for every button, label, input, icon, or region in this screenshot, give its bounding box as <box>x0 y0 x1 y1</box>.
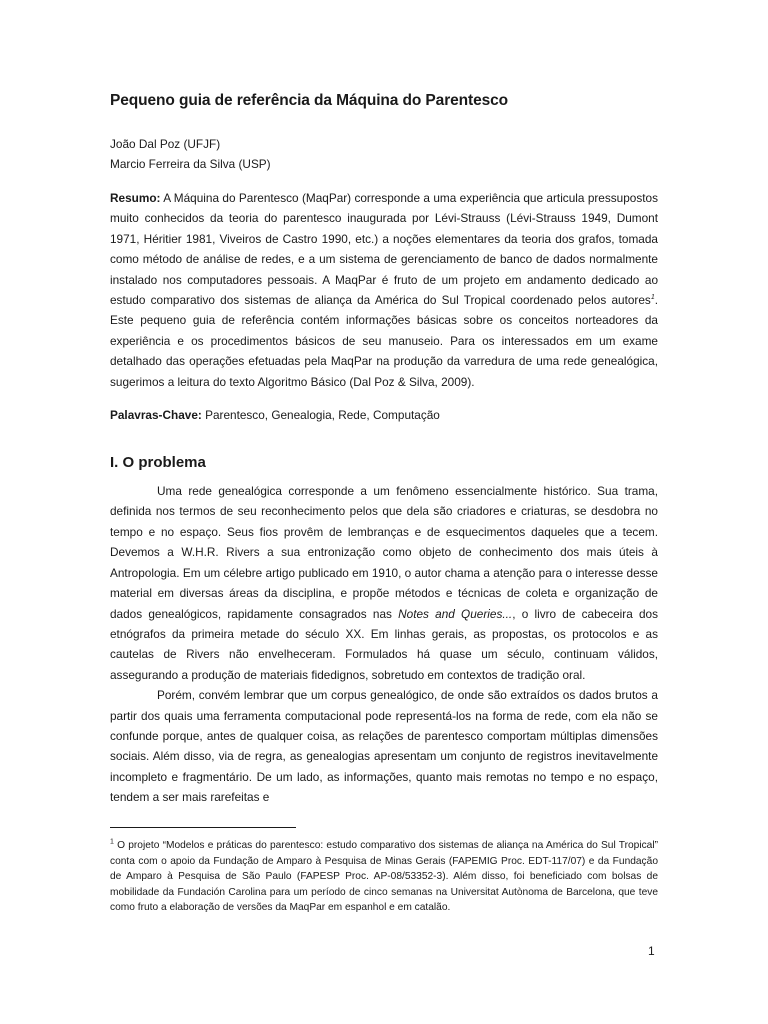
footnote-marker: 1 <box>110 838 114 846</box>
document-title: Pequeno guia de referência da Máquina do Parentesco <box>110 92 509 109</box>
abstract-text-part2: . Este pequeno guia de referência contém informações básicas sobre os conceitos norteadores da experiência e os procedimentos básicos de seu manuseio. Para os interessados em um exame detalhado das operações efetuadas pela MaqPar na produção da varredura de uma rede genealógica, sugerimos a leitura do texto Algoritmo Básico (Dal Poz & Silva, 2009). <box>110 293 658 389</box>
paragraph-1-italic-title: Notes and Queries... <box>398 606 513 621</box>
section-heading: I. O problema <box>110 454 206 472</box>
paragraph-1-text-part2: , o livro de cabeceira dos etnógrafos da primeira metade do século XX. Em linhas gerais, as propostas, os protocolos e as cautelas de Rivers não envelheceram. Formulados há quase um século, continuam válidos, assegurando a produção de materiais fidedignos, sobretudo em contextos de tradição oral. <box>110 606 658 682</box>
paragraph-1-text-part1: Uma rede genealógica corresponde a um fenômeno essencialmente histórico. Sua trama, definida nos termos de seu reconhecimento pelos que dela são criadores e criaturas, se desdobra no tempo e no espaço. Seus fios provêm de lembranças e de esquecimentos daqueles que a tecem. Devemos a W.H.R. Rivers a sua entronização como objeto de conhecimento dos mais úteis à Antropologia. Em um célebre artigo publicado em 1910, o autor chama a atenção para o interesse desse material em diversas áreas da disciplina, e propõe métodos e técnicas de coleta e organização de dados genealógicos, rapidamente consagrados nas <box>110 484 658 621</box>
author-1: João Dal Poz (UFJF) <box>110 137 221 151</box>
author-2: Marcio Ferreira da Silva (USP) <box>110 157 271 171</box>
keywords-label: Palavras-Chave: <box>110 408 202 423</box>
authors-block <box>110 134 658 174</box>
abstract-paragraph <box>110 188 658 392</box>
body-paragraph-1 <box>110 481 658 685</box>
abstract-text-part1: A Máquina do Parentesco (MaqPar) corresponde a uma experiência que articula pressupostos muito conhecidos da teoria do parentesco inaugurada por Lévi-Strauss (Lévi-Strauss 1949, Dumont 1971, Héritier 1981, Viveiros de Castro 1990, etc.) a noções elementares da teoria dos grafos, tomada como método de análise de redes, e a um sistema de gerenciamento de banco de dados normalmente instalado nos computadores pessoais. A MaqPar é fruto de um projeto em andamento dedicado ao estudo comparativo dos sistemas de aliança da América do Sul Tropical coordenado pelos autores <box>110 191 658 308</box>
keywords-text: Parentesco, Genealogia, Rede, Computação <box>201 408 440 423</box>
body-paragraph-2: Porém, convém lembrar que um corpus genealógico, de onde são extraídos os dados brutos a partir dos quais uma ferramenta computacional pode representá-los na forma de rede, com ela não se confunde porque, antes de qualquer coisa, as relações de parentesco comportam múltiplas dimensões sociais. Além disso, via de regra, as genealogias apresentam um conjunto de registros inevitavelmente incompleto e fragmentário. De um lado, as informações, quanto mais remotas no tempo e no espaço, tendem a ser mais rarefeitas e <box>110 688 658 805</box>
footnote-separator <box>110 827 296 828</box>
page-body <box>110 92 658 808</box>
footnote-text: O projeto “Modelos e práticas do parentesco: estudo comparativo dos sistemas de aliança na América do Sul Tropical” conta com o apoio da Fundação de Amparo à Pesquisa de Minas Gerais (FAPEMIG Proc. EDT-117/07) e da Fundação de Amparo à Pesquisa de São Paulo (FAPESP Proc. AP-08/53352-3). Além disso, foi beneficiado com bolsas de mobilidade da Fundación Carolina para um período de cinco semanas na Universitat Autònoma de Barcelona, que teve como fruto a elaboração de versões da MaqPar em espanhol e em catalão. <box>110 840 658 913</box>
footnote <box>110 838 658 916</box>
page-number: 1 <box>648 944 655 958</box>
keywords-line <box>110 408 658 422</box>
footnote-reference-1[interactable]: 1 <box>650 294 655 302</box>
abstract-label: Resumo: <box>110 191 161 205</box>
